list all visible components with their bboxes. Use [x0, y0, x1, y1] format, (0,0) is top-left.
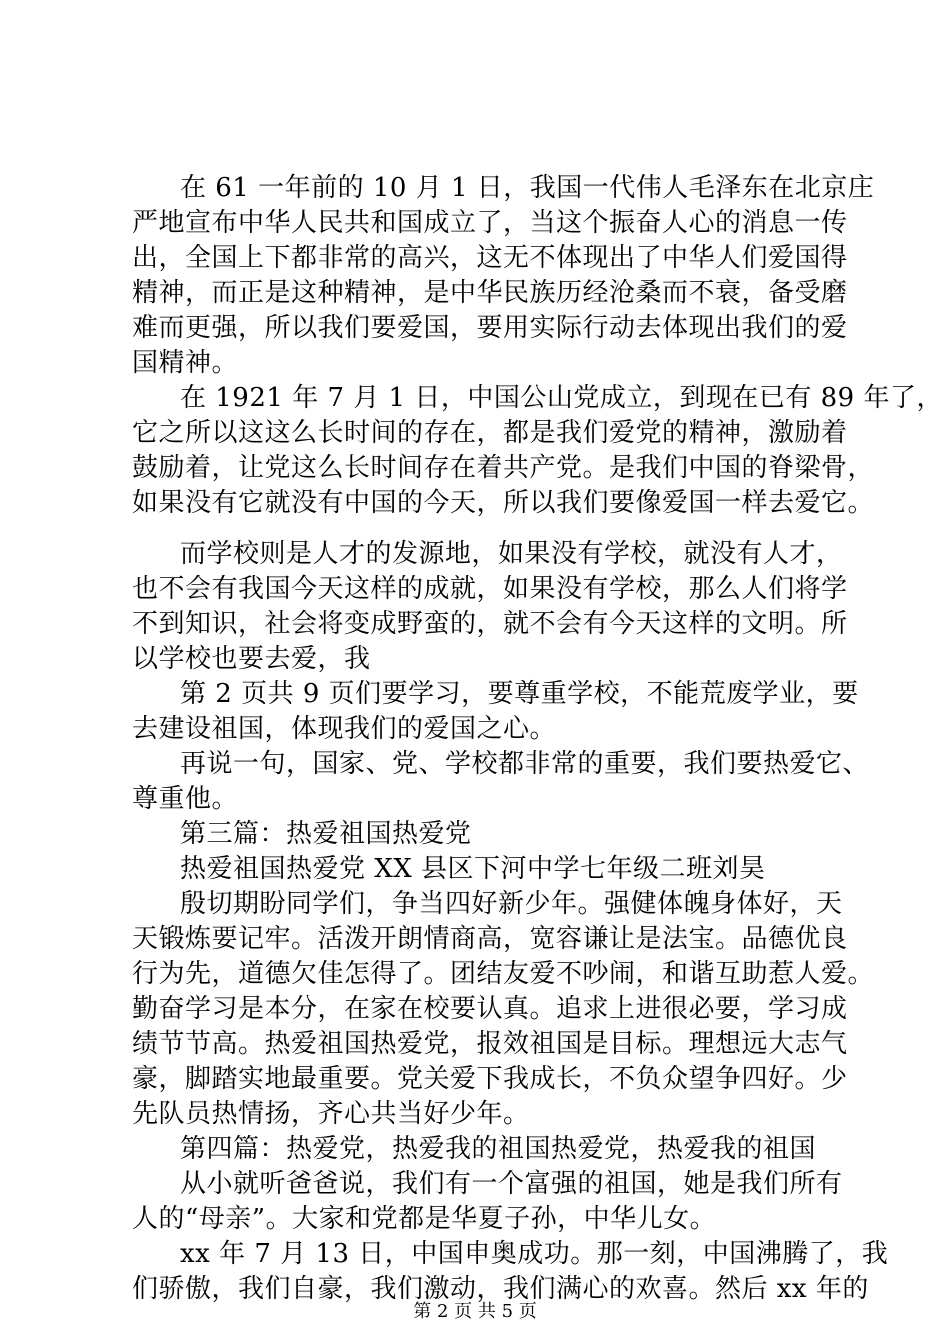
text-line: 去建设祖国，体现我们的爱国之心。 [132, 714, 557, 744]
text-line: 行为先，道德欠佳怎得了。团结友爱不吵闹，和谐互助惹人爱。 [132, 959, 875, 989]
text-line: 也不会有我国今天这样的成就，如果没有学校，那么人们将学 [132, 574, 848, 604]
text-line: 第 2 页共 9 页们要学习，要尊重学校，不能荒废学业，要 [180, 679, 859, 709]
text-line: 从小就听爸爸说，我们有一个富强的祖国，她是我们所有 [180, 1169, 843, 1199]
text-line: 不到知识，社会将变成野蛮的，就不会有今天这样的文明。所 [132, 609, 848, 639]
text-line: 如果没有它就没有中国的今天，所以我们要像爱国一样去爱它。 [132, 488, 875, 518]
text-line: 而学校则是人才的发源地，如果没有学校，就没有人才， [180, 539, 843, 569]
text-line: 国精神。 [132, 348, 239, 378]
page-footer: 第 2 页 共 5 页 [413, 1301, 537, 1322]
section-heading: 第三篇：热爱祖国热爱党 [180, 819, 472, 849]
text-line: 精神，而正是这种精神，是中华民族历经沧桑而不衰，备受磨 [132, 278, 848, 308]
text-line: 它之所以这这么长时间的存在，都是我们爱党的精神，激励着 [132, 418, 848, 448]
text-line: 先队员热情扬，齐心共当好少年。 [132, 1099, 530, 1129]
text-line: 再说一句，国家、党、学校都非常的重要，我们要热爱它、 [180, 749, 870, 779]
text-line: xx 年 7 月 13 日，中国申奥成功。那一刻，中国沸腾了，我 [180, 1239, 889, 1269]
text-line: 人的“母亲”。大家和党都是华夏子孙，中华儿女。 [132, 1204, 717, 1234]
text-line: 勤奋学习是本分，在家在校要认真。追求上进很必要，学习成 [132, 994, 848, 1024]
section-heading: 第四篇：热爱党，热爱我的祖国热爱党，热爱我的祖国 [180, 1134, 817, 1164]
text-line: 热爱祖国热爱党 XX 县区下河中学七年级二班刘昊 [180, 854, 766, 884]
text-line: 天锻炼要记牢。活泼开朗情商高，宽容谦让是法宝。品德优良 [132, 924, 848, 954]
text-line: 殷切期盼同学们，争当四好新少年。强健体魄身体好，天 [180, 889, 843, 919]
text-line: 在 61 一年前的 10 月 1 日，我国一代伟人毛泽东在北京庄 [180, 173, 875, 203]
text-line: 尊重他。 [132, 784, 239, 814]
text-line: 难而更强，所以我们要爱国，要用实际行动去体现出我们的爱 [132, 313, 848, 343]
text-line: 们骄傲，我们自豪，我们激动，我们满心的欢喜。然后 xx 年的 [132, 1274, 869, 1304]
text-line: 以学校也要去爱，我 [132, 644, 371, 674]
text-line: 在 1921 年 7 月 1 日，中国公山党成立，到现在已有 89 年了， [180, 383, 943, 413]
text-line: 严地宣布中华人民共和国成立了，当这个振奋人心的消息一传 [132, 208, 848, 238]
text-line: 鼓励着，让党这么长时间存在着共产党。是我们中国的脊梁骨， [132, 453, 875, 483]
text-line: 豪，脚踏实地最重要。党关爱下我成长，不负众望争四好。少 [132, 1064, 848, 1094]
text-line: 绩节节高。热爱祖国热爱党，报效祖国是目标。理想远大志气 [132, 1029, 848, 1059]
text-line: 出，全国上下都非常的高兴，这无不体现出了中华人们爱国得 [132, 243, 848, 273]
